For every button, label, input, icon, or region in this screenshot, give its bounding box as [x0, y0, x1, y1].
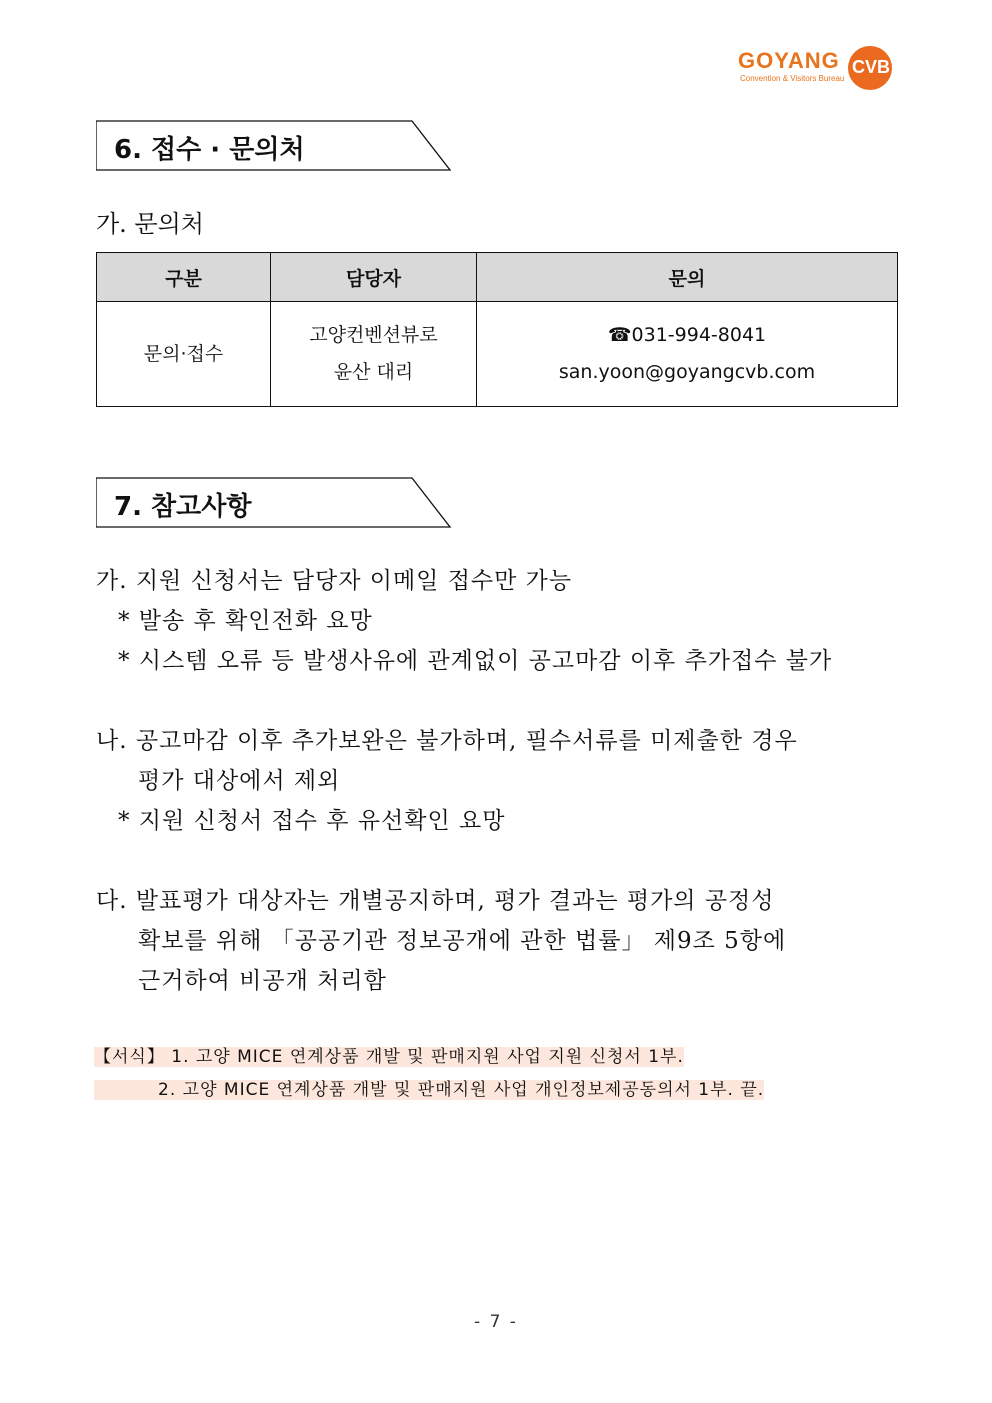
person-name: 윤산 대리: [333, 361, 414, 383]
cell-category: 문의·접수: [97, 302, 271, 407]
table-header-row: [97, 253, 898, 302]
note-da-cont1: 확보를 위해 「공공기관 정보공개에 관한 법률」 제9조 5항에: [138, 928, 787, 954]
header-category: 구분: [97, 253, 271, 302]
section-6-title: 6. 접수 · 문의처: [114, 135, 305, 165]
logo-wordmark: GOYANG: [738, 48, 840, 73]
note-na-cont: 평가 대상에서 제외: [138, 768, 341, 794]
contact-table: [96, 252, 898, 407]
goyang-cvb-logo: [736, 42, 900, 92]
forms-line-2-text: 2. 고양 MICE 연계상품 개발 및 판매지원 사업 개인정보제공동의서 1부. 끝.: [94, 1080, 765, 1100]
section-7-heading: [96, 477, 452, 529]
header-contact: 문의: [477, 253, 898, 302]
note-ga-sub2: * 시스템 오류 등 발생사유에 관계없이 공고마감 이후 추가접수 불가: [118, 648, 833, 674]
note-da: 다. 발표평가 대상자는 개별공지하며, 평가 결과는 평가의 공정성: [96, 888, 775, 914]
note-na: 나. 공고마감 이후 추가보완은 불가하며, 필수서류를 미제출한 경우: [96, 728, 798, 754]
note-ga: 가. 지원 신청서는 담당자 이메일 접수만 가능: [96, 568, 573, 594]
forms-line-1-text: 【서식】 1. 고양 MICE 연계상품 개발 및 판매지원 사업 지원 신청서 1부.: [94, 1047, 684, 1067]
section-6-heading: [96, 120, 452, 172]
forms-line-1: [94, 1042, 684, 1067]
forms-line-2: [94, 1075, 764, 1100]
logo-tagline: Convention & Visitors Bureau: [740, 74, 845, 83]
contact-subheading: 가. 문의처: [96, 210, 204, 238]
note-na-sub1: * 지원 신청서 접수 후 유선확인 요망: [118, 808, 506, 834]
contact-phone: ☎031-994-8041: [607, 324, 767, 346]
header-person: 담당자: [271, 253, 477, 302]
logo-badge: CVB: [851, 57, 890, 77]
page-number: - 7 -: [474, 1312, 518, 1332]
section-7-title: 7. 참고사항: [114, 492, 252, 522]
cell-person: [271, 302, 477, 407]
contact-email[interactable]: san.yoon@goyangcvb.com: [558, 361, 816, 383]
note-ga-sub1: * 발송 후 확인전화 요망: [118, 608, 373, 634]
person-org: 고양컨벤션뷰로: [309, 324, 438, 346]
cell-contact: [477, 302, 898, 407]
note-da-cont2: 근거하여 비공개 처리함: [138, 968, 387, 994]
table-row: [97, 302, 898, 407]
